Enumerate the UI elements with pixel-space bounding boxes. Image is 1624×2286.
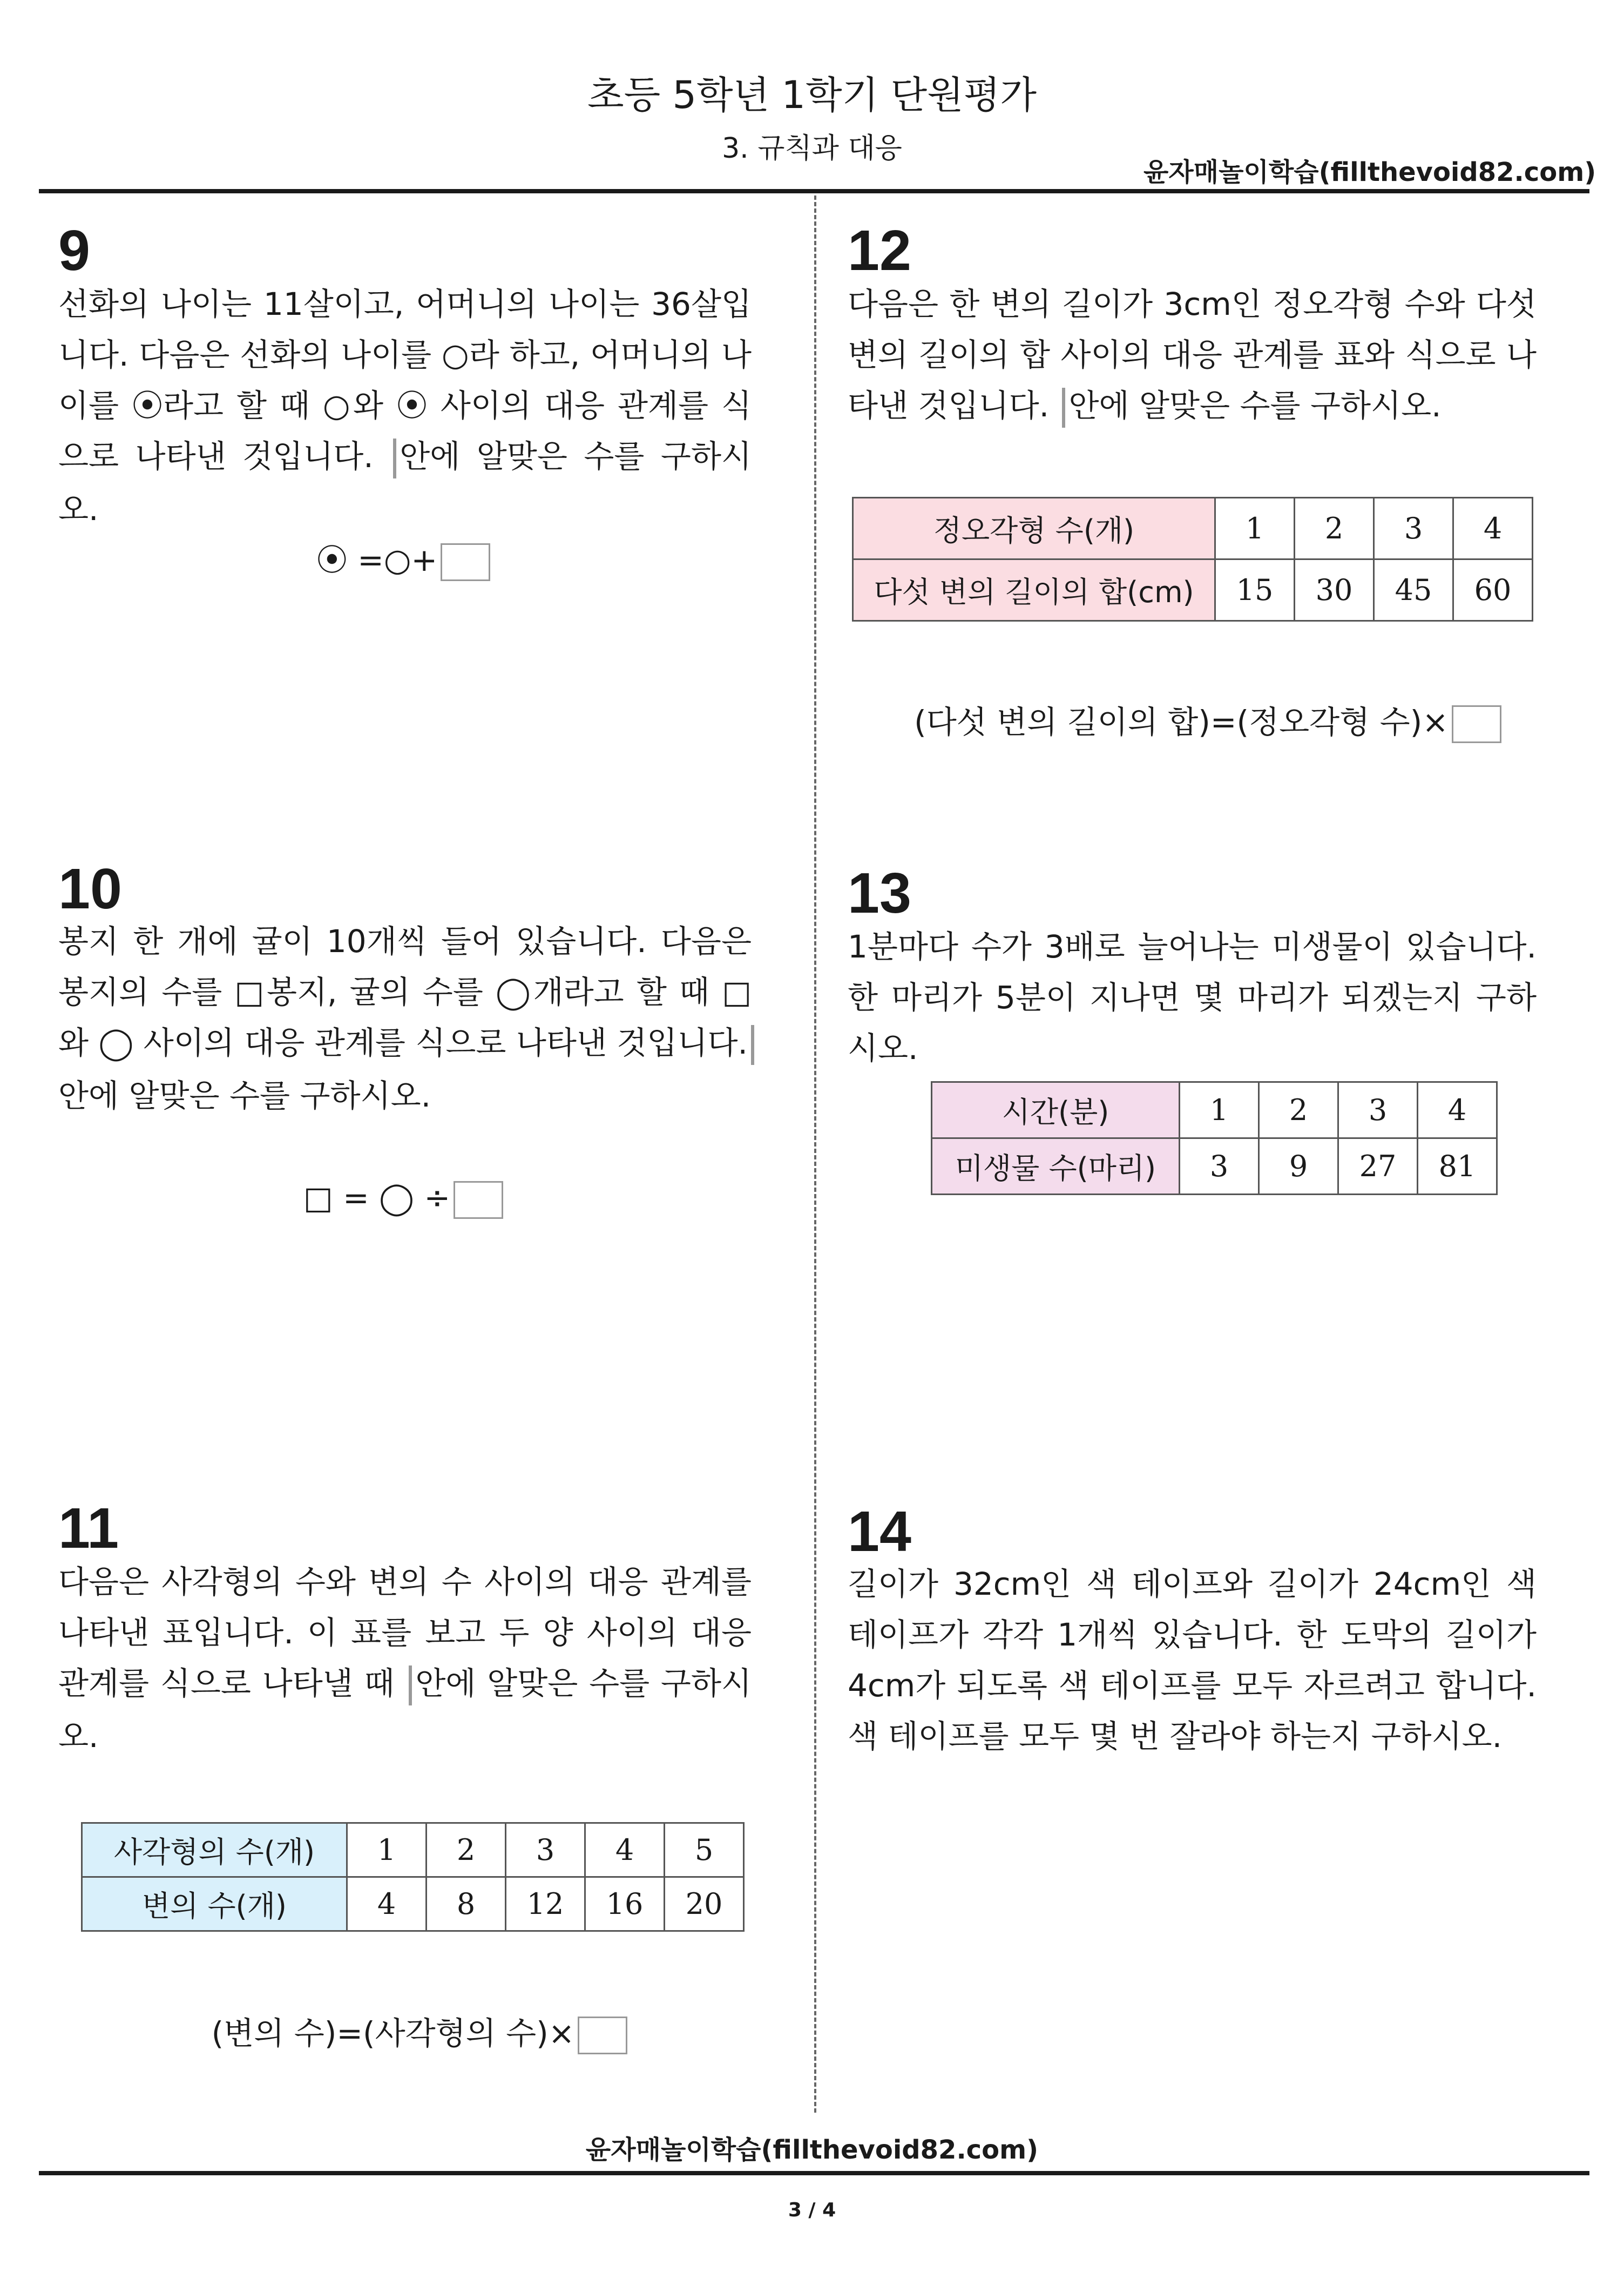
table-row-label: 사각형의 수(개) (82, 1823, 347, 1877)
table-cell: 4 (1418, 1082, 1497, 1138)
table-row (82, 1877, 744, 1931)
footer-brand: 윤자매놀이학습(fillthevoid82.com) (585, 2135, 1039, 2165)
footer-divider (39, 2171, 1589, 2175)
question-9-equation-text: ⦿ =○+ (316, 542, 438, 578)
table-cell: 4 (585, 1823, 665, 1877)
table-cell: 2 (427, 1823, 506, 1877)
table-cell: 81 (1418, 1138, 1497, 1195)
table-cell: 9 (1259, 1138, 1338, 1195)
question-12-text-part1: 다음은 한 변의 길이가 3cm인 정오각형 수와 다섯 변의 길이의 합 사이의 대응 관계를 표와 식으로 나타낸 것입니다. (848, 286, 1537, 424)
table-cell: 15 (1215, 559, 1295, 621)
table-row-label: 시간(분) (932, 1082, 1180, 1138)
question-10-equation (58, 1179, 752, 1219)
question-12-table (852, 497, 1533, 622)
table-row (853, 559, 1533, 621)
question-9-equation (58, 535, 752, 581)
table-cell: 1 (1215, 498, 1295, 559)
question-12-equation (875, 697, 1544, 743)
question-10-text (58, 916, 752, 1121)
page-subtitle: 3. 규칙과 대응 (722, 132, 902, 165)
answer-blank[interactable] (578, 2017, 627, 2054)
question-12-text-part2: 안에 알맞은 수를 구하시오. (1068, 387, 1442, 424)
table-cell: 30 (1295, 559, 1374, 621)
answer-blank-inline (1062, 388, 1065, 428)
question-11-equation (162, 2008, 680, 2054)
table-cell: 3 (506, 1823, 585, 1877)
question-10-equation-text: □ = ◯ ÷ (303, 1179, 451, 1216)
answer-blank-inline (751, 1025, 754, 1065)
header-divider (39, 189, 1589, 193)
table-cell: 16 (585, 1877, 665, 1931)
table-cell: 60 (1453, 559, 1533, 621)
question-13-number: 13 (848, 861, 911, 925)
question-11-equation-text: (변의 수)=(사각형의 수)× (211, 2015, 575, 2052)
table-cell: 3 (1338, 1082, 1418, 1138)
question-14-number: 14 (848, 1500, 911, 1563)
table-cell: 45 (1374, 559, 1453, 621)
question-11-text (58, 1556, 752, 1762)
question-12-number: 12 (848, 219, 911, 282)
table-row-label: 정오각형 수(개) (853, 498, 1215, 559)
question-13-text: 1분마다 수가 3배로 늘어나는 미생물이 있습니다. 한 마리가 5분이 지나면 몇 마리가 되겠는지 구하시오. (848, 928, 1537, 1067)
answer-blank[interactable] (1452, 705, 1501, 743)
header-brand: 윤자매놀이학습(fillthevoid82.com) (1143, 157, 1596, 187)
question-11-text-part1: 다음은 사각형의 수와 변의 수 사이의 대응 관계를 나타낸 표입니다. 이 표를 보고 두 양 사이의 대응 관계를 식으로 나타낼 때 (58, 1563, 752, 1702)
question-9-text-part2: 안에 알맞은 수를 구하시오. (58, 438, 752, 528)
question-13-table (931, 1081, 1498, 1195)
table-row (853, 498, 1533, 559)
question-11-table (81, 1822, 745, 1932)
table-cell: 5 (665, 1823, 744, 1877)
table-row-label: 변의 수(개) (82, 1877, 347, 1931)
question-10-number: 10 (58, 857, 122, 921)
question-12-text (848, 279, 1537, 433)
table-row (82, 1823, 744, 1877)
question-10-text-part2: 안에 알맞은 수를 구하시오. (58, 1077, 431, 1114)
table-cell: 20 (665, 1877, 744, 1931)
question-12-equation-text: (다섯 변의 길이의 합)=(정오각형 수)× (914, 704, 1449, 740)
question-9-number: 9 (58, 219, 90, 282)
answer-blank-inline (393, 439, 396, 478)
table-cell: 2 (1295, 498, 1374, 559)
table-cell: 4 (347, 1877, 427, 1931)
question-10-text-part1: 봉지 한 개에 귤이 10개씩 들어 있습니다. 다음은 봉지의 수를 □봉지, 귤의 수를 ◯개라고 할 때 □와 ◯ 사이의 대응 관계를 식으로 나타낸 것입니다. (58, 923, 752, 1061)
table-row (932, 1082, 1497, 1138)
table-cell: 8 (427, 1877, 506, 1931)
table-row-label: 다섯 변의 길이의 합(cm) (853, 559, 1215, 621)
answer-blank-inline (409, 1665, 412, 1705)
question-14-text: 길이가 32cm인 색 테이프와 길이가 24cm인 색 테이프가 각각 1개씩 있습니다. 한 도막의 길이가 4cm가 되도록 색 테이프를 모두 자르려고 합니다. 색 테이프를 모두 몇 번 잘라야 하는지 구하시오. (848, 1566, 1537, 1755)
question-11-number: 11 (58, 1496, 119, 1560)
question-9-text-part1: 선화의 나이는 11살이고, 어머니의 나이는 36살입니다. 다음은 선화의 나이를 ○라 하고, 어머니의 나이를 ⦿라고 할 때 ○와 ⦿ 사이의 대응 관계를 식으로 나타낸 것입니다. (58, 286, 752, 475)
table-cell: 27 (1338, 1138, 1418, 1195)
page-title: 초등 5학년 1학기 단원평가 (587, 73, 1037, 117)
answer-blank[interactable] (441, 543, 490, 581)
question-11-text-part2: 안에 알맞은 수를 구하시오. (58, 1665, 752, 1755)
table-cell: 1 (1180, 1082, 1259, 1138)
question-9-text (58, 279, 752, 535)
table-cell: 3 (1374, 498, 1453, 559)
table-row-label: 미생물 수(마리) (932, 1138, 1180, 1195)
table-cell: 12 (506, 1877, 585, 1931)
table-cell: 2 (1259, 1082, 1338, 1138)
table-cell: 3 (1180, 1138, 1259, 1195)
answer-blank[interactable] (454, 1181, 503, 1219)
page-number: 3 / 4 (788, 2199, 836, 2221)
table-cell: 1 (347, 1823, 427, 1877)
table-cell: 4 (1453, 498, 1533, 559)
column-divider (814, 195, 816, 2113)
table-row (932, 1138, 1497, 1195)
